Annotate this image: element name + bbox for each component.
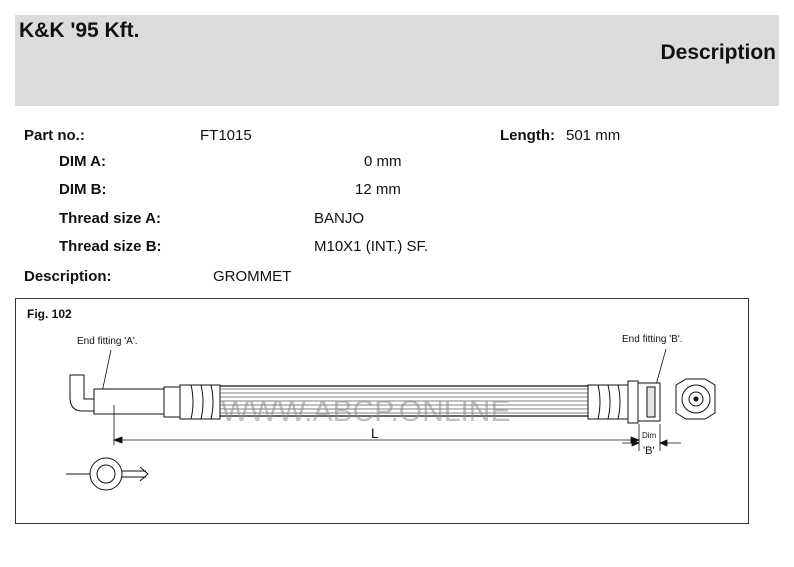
dim-b-value: 12 mm — [355, 181, 401, 198]
brand-name: K&K '95 Kft. — [19, 19, 140, 42]
thread-a-value: BANJO — [314, 210, 365, 227]
end-fitting-a — [70, 375, 180, 417]
end-fitting-a-label: End fitting 'A'. — [77, 336, 138, 347]
header-bar — [15, 15, 779, 106]
description-label: Description: — [24, 268, 112, 285]
watermark: WWW.ABCP.ONLINE — [221, 395, 511, 428]
length-label: Length: — [500, 127, 555, 144]
end-fitting-b-label: End fitting 'B'. — [622, 334, 683, 345]
nut-end-view — [676, 379, 715, 419]
section-title: Description — [660, 41, 776, 64]
dim-a-label: DIM A: — [59, 153, 106, 170]
thread-a-label: Thread size A: — [59, 210, 161, 227]
leader-line-b — [656, 349, 666, 385]
length-marker: L — [371, 425, 379, 441]
dim-b-label: DIM B: — [59, 181, 107, 198]
description-value: GROMMET — [213, 268, 292, 285]
part-no-value: FT1015 — [200, 127, 252, 144]
b-marker: 'B' — [643, 445, 655, 457]
banjo-end-view — [66, 458, 148, 490]
thread-b-label: Thread size B: — [59, 238, 162, 255]
dim-a-value: 0 mm — [364, 153, 402, 170]
crimp-collar-b — [588, 385, 628, 419]
hose-diagram — [16, 299, 748, 523]
length-value: 501 mm — [566, 127, 621, 144]
crimp-collar-a — [180, 385, 220, 419]
end-fitting-b — [628, 381, 660, 423]
dim-marker: Dim — [642, 431, 657, 440]
figure-label: Fig. 102 — [27, 307, 72, 321]
thread-b-value: M10X1 (INT.) SF. — [314, 238, 429, 255]
figure-panel — [15, 298, 749, 524]
part-no-label: Part no.: — [24, 127, 85, 144]
